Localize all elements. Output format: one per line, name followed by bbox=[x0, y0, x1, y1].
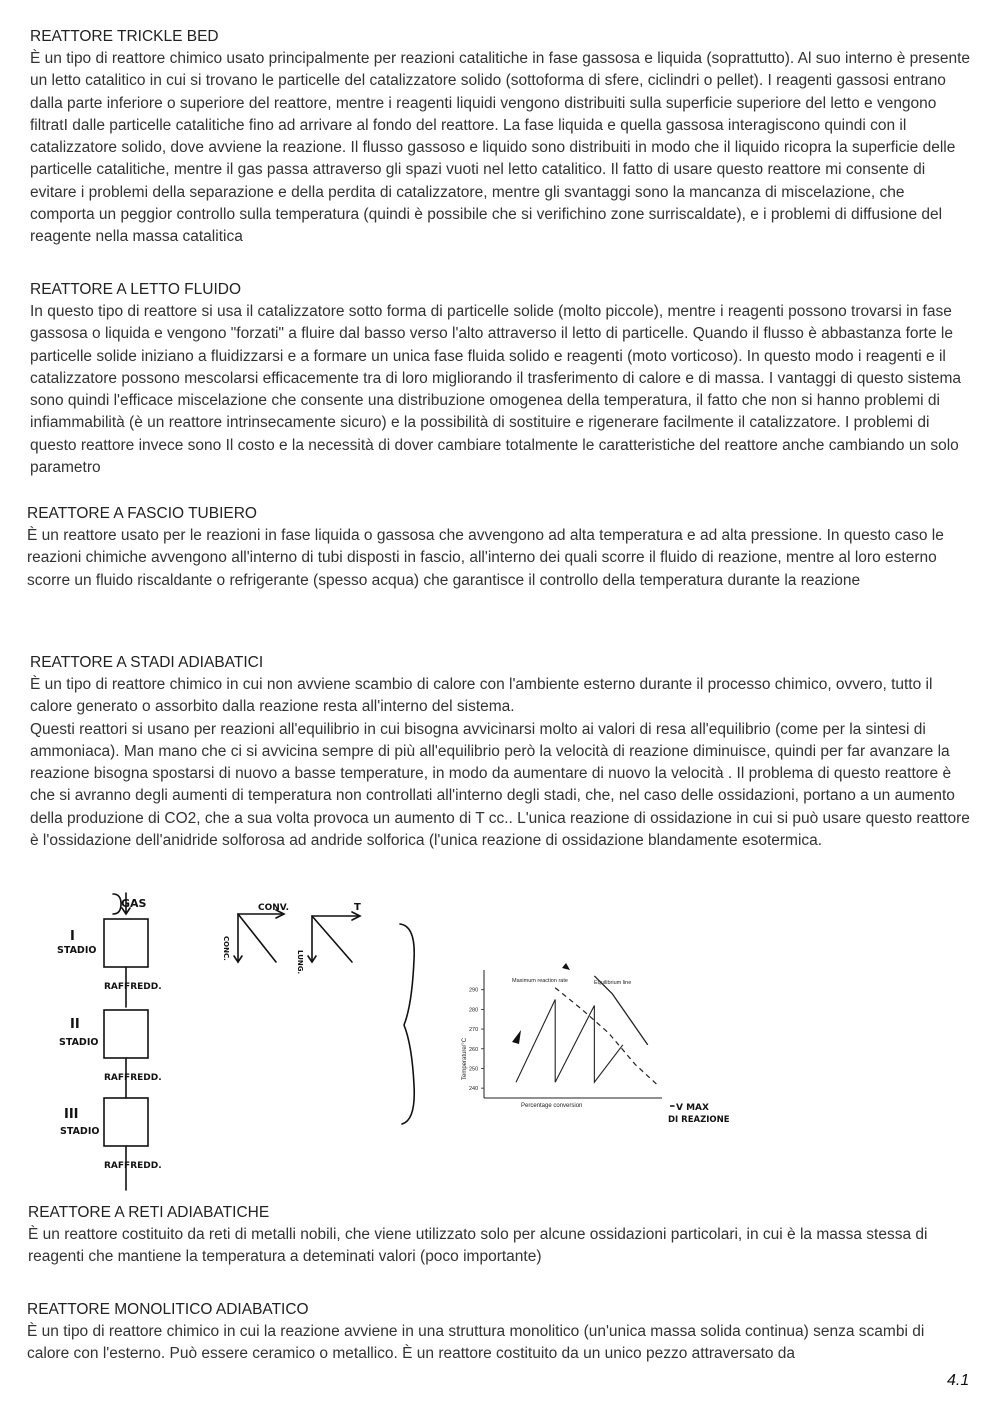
vmax-sub-label: DI REAZIONE bbox=[668, 1115, 730, 1125]
annotation-max-rate: Maximum reaction rate bbox=[512, 978, 568, 984]
temperature-conversion-chart bbox=[455, 962, 670, 1110]
stage-3-numeral: III bbox=[64, 1107, 79, 1122]
y-tick-label: 260 bbox=[469, 1046, 479, 1053]
y-tick-label: 290 bbox=[469, 987, 479, 994]
section-paragraph: È un tipo di reattore chimico in cui non avviene scambio di calore con l'ambiente esterno durante il processo chimico, ovvero, tutto il calore generato o assorbito dalla reazione resta all'interno del sistema. bbox=[30, 676, 933, 716]
adiabatic-stages-sketch bbox=[0, 880, 1000, 1200]
stage-3-box bbox=[104, 1098, 148, 1146]
cooling-label-1: RAFFREDD. bbox=[104, 982, 162, 992]
annotation-equilibrium: Equilibrium line bbox=[594, 980, 632, 986]
x-axis-label: Percentage conversion bbox=[521, 1103, 583, 1109]
section-title: REATTORE A STADI ADIABATICI bbox=[30, 654, 264, 671]
y-tick-label: 250 bbox=[469, 1066, 479, 1073]
section-paragraph: È un reattore usato per le reazioni in fase liquida o gassosa che avvengono ad alta temperatura e ad alta pressione. In questo caso le reazioni chimiche avvengono all'interno di tubi disposti in fascio, all'interno dei quali scorre il fluido di reazione, mentre al loro esterno scorre un fluido riscaldante o refrigerante (spesso acqua) che garantisce il controllo della temperatura durante la reazione bbox=[27, 527, 944, 589]
stage-1-word: STADIO bbox=[57, 945, 97, 956]
stage-1-box bbox=[104, 919, 148, 967]
section-paragraph: È un reattore costituito da reti di metalli nobili, che viene utilizzato solo per alcune ossidazioni particolari, in cui è la massa stessa di reagenti che mantiene la temperatura a deteminati valori (poco importante) bbox=[28, 1226, 928, 1266]
y-tick-label: 240 bbox=[469, 1086, 479, 1093]
lung-label: LUNG. bbox=[296, 950, 304, 975]
cooling-label-3: RAFFREDD. bbox=[104, 1161, 162, 1171]
section-paragraph: Questi reattori si usano per reazioni all'equilibrio in cui bisogna avvicinarsi molto ai valori di resa all'equilibrio (come per la sintesi di ammoniaca). Man mano che ci si avvicina sempre di più all'equilibrio però la velocità di reazione diminuisce, quindi per far avanzare la reazione bisogna spostarsi di nuovo a basse temperature, in modo da aumentare di nuovo la velocità . Il problema di questo reattore è che si avranno degli aumenti di temperatura non controllati all'interno degli stadi, che, nel caso delle ossidazioni, portano a un aumento della produzione di CO2, che a sua volta provoca un aumento di T cc.. L'unica reazione di ossidazione in cui si può usare questo reattore è l'ossidazione dell'anidride solforosa ad andride solforica (l'unica reazione di ossidazione blandamente esotermica. bbox=[30, 720, 970, 850]
stage-2-numeral: II bbox=[70, 1017, 80, 1032]
stage-2-word: STADIO bbox=[59, 1037, 99, 1048]
section-title: REATTORE TRICKLE BED bbox=[30, 28, 219, 45]
section-title: REATTORE A RETI ADIABATICHE bbox=[28, 1204, 270, 1221]
stage-1-numeral: I bbox=[70, 929, 75, 944]
page-number: 4.1 bbox=[947, 1372, 970, 1389]
section-title: REATTORE A FASCIO TUBIERO bbox=[27, 505, 257, 522]
stage-2-box bbox=[104, 1010, 148, 1058]
section-reti-adiabatiche bbox=[28, 1202, 968, 1269]
large-brace bbox=[400, 924, 414, 1124]
y-tick-label: 270 bbox=[469, 1027, 479, 1034]
section-paragraph: È un tipo di reattore chimico usato principalmente per reazioni catalitiche in fase gassosa e liquida (soprattutto). Al suo interno è presente un letto catalitico in cui si trovano le particelle del catalizzatore solido (sottoforma di sfere, ciclindri o pellet). I reagenti gassosi entrano dalla parte inferiore o superiore del reattore, mentre i reagenti liquidi vengono distribuiti sulla superficie superiore del letto e vengono filtratI dalle particelle catalitiche fino ad arrivare al fondo del reattore. La fase liquida e quella gassosa interagiscono quindi con il catalizzatore solido, dove avviene la reazione. Il flusso gassoso e liquido sono distribuiti in modo che il liquido ricopra la superficie delle particelle catalitiche, mentre il gas passa attraverso gli spazi vuoti nel letto catalitico. Il fatto di usare questo reattore mi consente di evitare i problemi della separazione e della perdita di catalizzatore, mentre gli svantaggi sono la mancanza di miscelazione, che comporta un peggior controllo sulla temperatura (quindi è possibile che si verifichino zone surriscaldate), e i problemi di diffusione del reagente nella massa catalitica bbox=[30, 50, 970, 246]
section-letto-fluido bbox=[30, 279, 970, 479]
gas-label: GAS bbox=[121, 897, 147, 910]
section-monolitico-adiabatico bbox=[27, 1299, 967, 1366]
y-tick-label: 280 bbox=[469, 1007, 479, 1014]
section-stadi-adiabatici bbox=[30, 652, 970, 852]
section-title: REATTORE MONOLITICO ADIABATICO bbox=[27, 1301, 309, 1318]
gas-bracket bbox=[113, 894, 121, 914]
section-fascio-tubiero bbox=[27, 503, 967, 592]
t-label: T bbox=[354, 902, 361, 913]
conc-label: CONC. bbox=[222, 936, 230, 961]
section-paragraph: In questo tipo di reattore si usa il catalizzatore sotto forma di particelle solide (molto piccole), mentre i reagenti possono trovarsi in fase gassosa o liquida e vengono "forzati" a fluire dal basso verso l'alto attraverso il letto di particelle. Quando il flusso è abbastanza forte le particelle solide iniziano a fluidizzarsi e a formare un unica fase fluida solido e reagenti (moto vorticoso). In questo modo i reagenti e il catalizzatore possono mescolarsi efficacemente tra di loro migliorando il trasferimento di calore e di massa. I vantaggi di questo sistema sono quindi l'efficace miscelazione che consente una distribuzione omogenea della temperatura, il fatto che non si hanno problemi di infiammabilità (è un reattore intrinsecamente sicuro) e la possibilità di sostituire e rigenerare facilmente il catalizzatore. I problemi di questo reattore invece sono Il costo e la necessità di dover cambiare totalmente le caratteristiche del reattore anche cambiando un solo parametro bbox=[30, 303, 962, 477]
section-paragraph: È un tipo di reattore chimico in cui la reazione avviene in una struttura monolitico (un'unica massa solida continua) senza scambi di calore con l'esterno. Può essere ceramico o metallico. È un reattore costituito da un unico pezzo attraversato da bbox=[27, 1323, 925, 1363]
conv-label: CONV. bbox=[258, 903, 290, 913]
stage-3-word: STADIO bbox=[60, 1126, 100, 1137]
conv-line bbox=[238, 914, 276, 962]
vmax-label: V MAX bbox=[676, 1103, 709, 1113]
temp-line bbox=[312, 916, 352, 962]
section-title: REATTORE A LETTO FLUIDO bbox=[30, 281, 242, 298]
section-trickle-bed bbox=[30, 26, 970, 249]
y-axis-label: Temperature/°C bbox=[462, 1037, 468, 1080]
cooling-label-2: RAFFREDD. bbox=[104, 1073, 162, 1083]
